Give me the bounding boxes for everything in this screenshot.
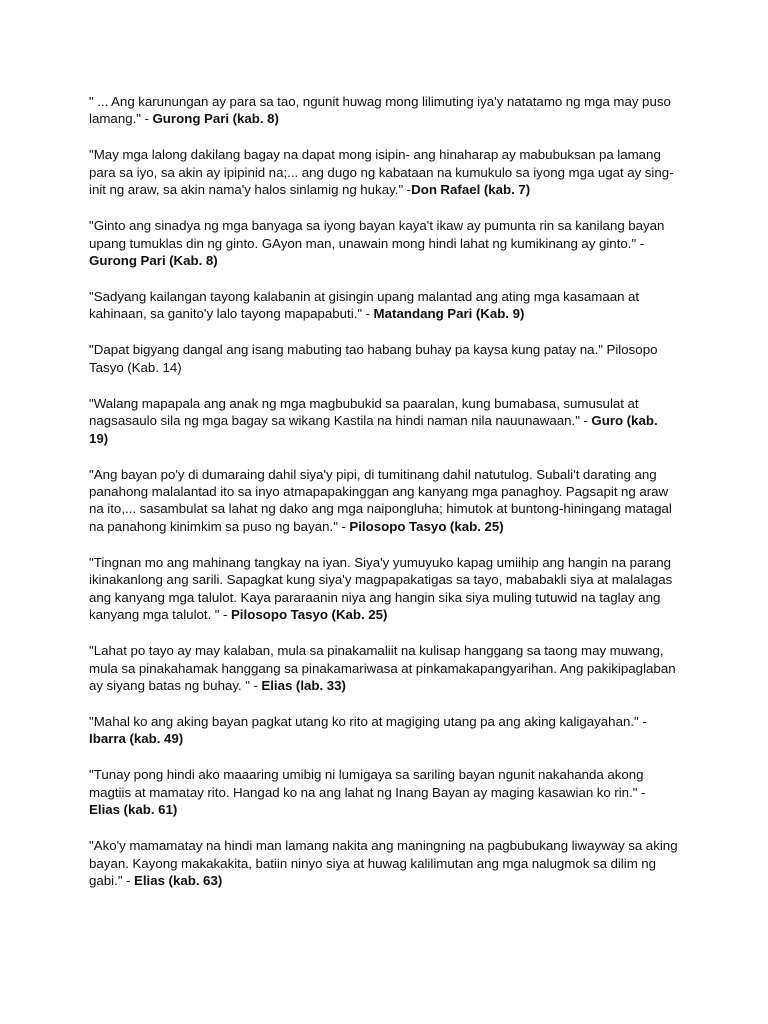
quote-paragraph [89, 146, 679, 198]
quote-text: "Tunay pong hindi ako maaaring umibig ni lumigaya sa sariling bayan ngunit nakahanda akong magtiis at mamatay rito. Hangad ko na ang lahat ng Inang Bayan ay maging kasawian ko rin." - [89, 767, 646, 800]
quote-paragraph [89, 217, 679, 269]
quote-paragraph [89, 93, 679, 128]
quote-text: "May mga lalong dakilang bagay na dapat mong isipin- ang hinaharap ay mabubuksan pa lamang para sa iyo, sa akin ay ipipinid na;... ang dugo ng kabataan na kumukulo sa iyong mga ugat ay sing-init ng araw, sa akin nama'y halos sinlamig ng hukay." - [89, 147, 674, 198]
quote-text: "Lahat po tayo ay may kalaban, mula sa pinakamaliit na kulisap hanggang sa taong may muwang, mula sa pinakahamak hanggang sa pinakamariwasa at pinkamakapangyarihan. Ang pakikipaglaban ay siyang batas ng buhay. " - [89, 643, 676, 693]
quote-attribution: Matandang Pari (Kab. 9) [373, 306, 525, 322]
quote-attribution: Elias (kab. 61) [89, 802, 178, 818]
quote-attribution: Elias (lab. 33) [261, 677, 346, 693]
quote-text: "Dapat bigyang dangal ang isang mabuting tao habang buhay pa kaysa kung patay na." Pilosopo Tasyo (Kab. 14) [89, 342, 658, 375]
quote-attribution: Gurong Pari (kab. 8) [152, 111, 279, 127]
quote-list [89, 93, 679, 908]
quote-text: "Mahal ko ang aking bayan pagkat utang ko rito at magiging utang pa ang aking kaligayahan." - [89, 713, 647, 729]
quote-paragraph [89, 466, 679, 536]
quote-paragraph [89, 554, 679, 624]
quote-attribution: Don Rafael (kab. 7) [411, 182, 531, 198]
quote-paragraph [89, 395, 679, 447]
quote-text: "Ako'y mamamatay na hindi man lamang nakita ang maningning na pagbubukang liwayway sa aking bayan. Kayong makakakita, batiin ninyo siya at huwag kalilimutan ang mga nalugmok sa dilim ng gabi." - [89, 838, 678, 888]
quote-text: "Tingnan mo ang mahinang tangkay na iyan. Siya'y yumuyuko kapag umiihip ang hangin na parang ikinakanlong ang sarili. Sapagkat kung siya'y magpapakatigas sa tayo, mababakli siya at malalagas ang kanyang mga talulot. Kaya pararaanin niya ang hangin sika siya muling tutuwid na taglay ang kanyang mga talulot. " - [89, 554, 673, 623]
quote-paragraph [89, 713, 679, 748]
quote-paragraph [89, 341, 679, 376]
quote-paragraph [89, 837, 679, 889]
quote-attribution: Guro (kab. 19) [89, 413, 658, 446]
quote-text: "Walang mapapala ang anak ng mga magbubukid sa paaralan, kung bumabasa, sumusulat at nagsasaulo sila ng mga bagay sa wikang Kastila na hindi naman nila nauunawaan." - [89, 395, 639, 429]
quote-text: " ... Ang karunungan ay para sa tao, ngunit huwag mong lilimuting iya'y natatamo ng mga may puso lamang." - [89, 94, 671, 127]
quote-attribution: Pilosopo Tasyo (kab. 25) [349, 518, 504, 534]
quote-text: "Sadyang kailangan tayong kalabanin at gisingin upang malantad ang ating mga kasamaan at kahinaan, sa ganito'y lalo tayong mapapabuti." - [89, 289, 640, 322]
quote-paragraph [89, 766, 679, 818]
quote-attribution: Pilosopo Tasyo (Kab. 25) [230, 607, 388, 623]
quote-text: "Ang bayan po'y di dumaraing dahil siya'y pipi, di tumitinang dahil natutulog. Subali't darating ang panahong malalantad ito sa inyo atmapapakinggan ang kanyang mga panaghoy. Pagsapit ng araw na ito,... sasambulat sa lahat ng dako ang mga naipongluha; himutok at buntong-hiningang matagal na panahong kinimkim sa puso ng bayan." - [89, 466, 672, 534]
quote-paragraph [89, 642, 679, 694]
quote-text: "Ginto ang sinadya ng mga banyaga sa iyong bayan kaya't ikaw ay pumunta rin sa kanilang bayan upang tumuklas din ng ginto. GAyon man, unawain mong hindi lahat ng kumikinang ay ginto." - [89, 218, 665, 251]
quote-paragraph [89, 288, 679, 323]
quote-attribution: Ibarra (kab. 49) [89, 731, 184, 747]
quote-attribution: Elias (kab. 63) [133, 872, 223, 888]
quote-attribution: Gurong Pari (Kab. 8) [89, 253, 218, 269]
